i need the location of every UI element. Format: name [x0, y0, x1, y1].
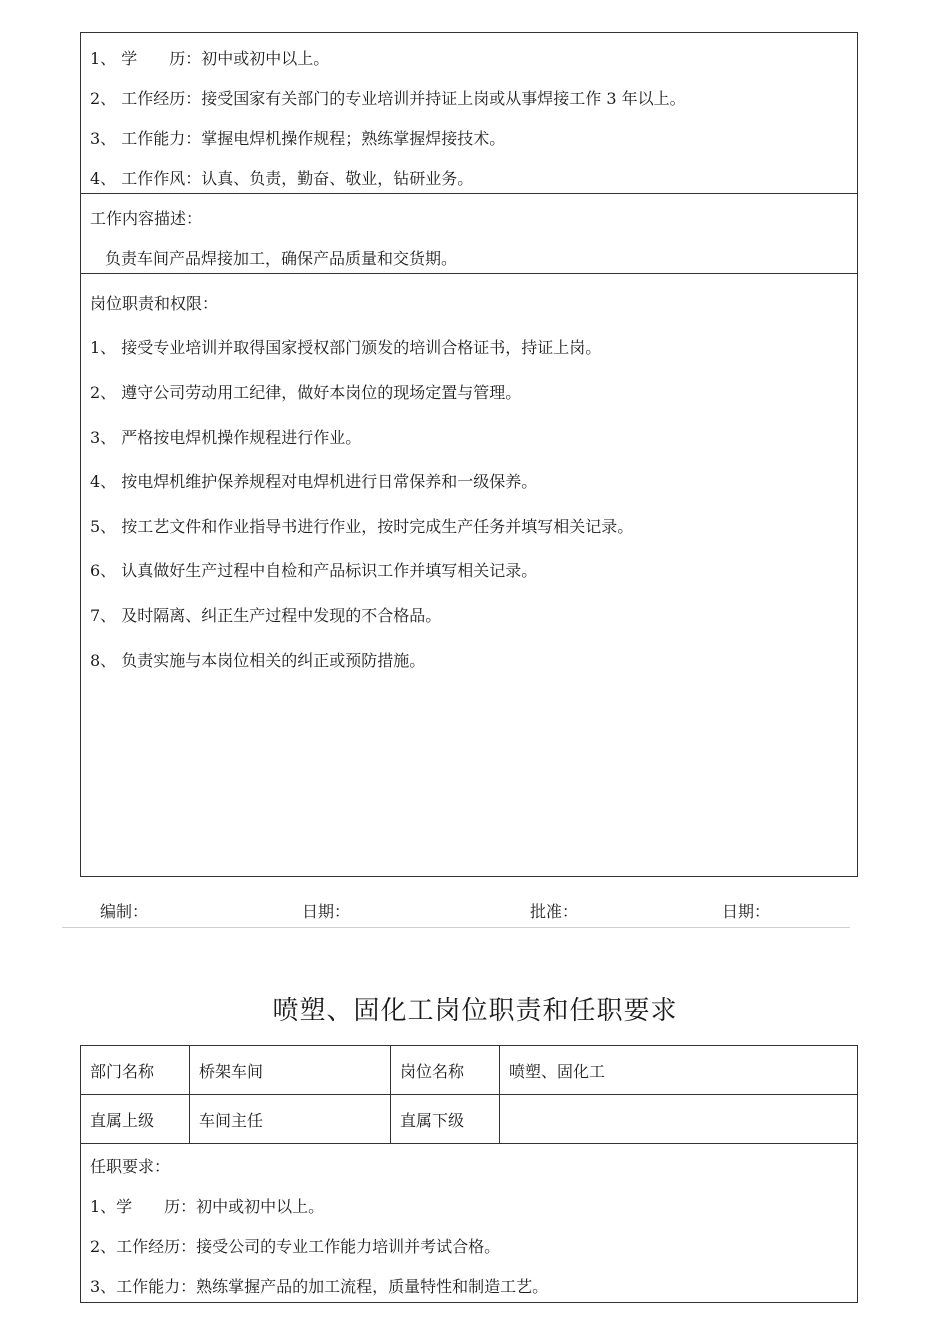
page-title: 喷塑、固化工岗位职责和任职要求 [272, 996, 678, 1026]
position-label: 岗位名称 [391, 1046, 500, 1095]
requirement-item: 1、学 历：初中或初中以上。 [90, 1197, 325, 1216]
welder-requirements-box [80, 32, 858, 877]
table-row [81, 1095, 858, 1144]
department-label: 部门名称 [81, 1046, 190, 1095]
duty-item: 4、 按电焊机维护保养规程对电焊机进行日常保养和一级保养。 [90, 472, 538, 491]
position-info-table [80, 1045, 858, 1144]
date-label: 日期： [722, 902, 771, 921]
subordinate-label: 直属下级 [391, 1095, 500, 1144]
duty-item: 7、 及时隔离、纠正生产过程中发现的不合格品。 [90, 606, 442, 625]
job-description-text: 负责车间产品焊接加工，确保产品质量和交货期。 [105, 249, 458, 268]
requirements-label: 任职要求： [90, 1157, 171, 1176]
divider [81, 273, 857, 274]
duty-item: 1、 接受专业培训并取得国家授权部门颁发的培训合格证书，持证上岗。 [90, 338, 602, 357]
superior-label: 直属上级 [81, 1095, 190, 1144]
requirement-item: 2、工作经历：接受公司的专业工作能力培训并考试合格。 [90, 1237, 501, 1256]
department-value: 桥架车间 [190, 1046, 391, 1095]
duty-item: 6、 认真做好生产过程中自检和产品标识工作并填写相关记录。 [90, 561, 538, 580]
qualification-experience: 2、 工作经历：接受国家有关部门的专业培训并持证上岗或从事焊接工作 3 年以上。 [90, 89, 686, 108]
date-label: 日期： [302, 902, 351, 921]
superior-value: 车间主任 [190, 1095, 391, 1144]
table-row [81, 1046, 858, 1095]
qualification-education: 1、 学 历：初中或初中以上。 [90, 49, 330, 68]
divider [81, 193, 857, 194]
job-description-label: 工作内容描述： [90, 209, 203, 228]
duty-item: 8、 负责实施与本岗位相关的纠正或预防措施。 [90, 651, 426, 670]
duty-item: 5、 按工艺文件和作业指导书进行作业，按时完成生产任务并填写相关记录。 [90, 517, 634, 536]
page-separator [62, 927, 850, 928]
qualification-ability: 3、 工作能力：掌握电焊机操作规程；熟练掌握焊接技术。 [90, 129, 506, 148]
duty-item: 3、 严格按电焊机操作规程进行作业。 [90, 428, 362, 447]
duties-label: 岗位职责和权限： [90, 294, 219, 313]
requirements-box [80, 1141, 858, 1303]
position-value: 喷塑、固化工 [500, 1046, 858, 1095]
approved-by-label: 批准： [530, 902, 579, 921]
subordinate-value [500, 1095, 858, 1144]
qualification-work-style: 4、 工作作风：认真、负责，勤奋、敬业，钻研业务。 [90, 169, 474, 188]
requirement-item: 3、工作能力：熟练掌握产品的加工流程，质量特性和制造工艺。 [90, 1277, 549, 1296]
prepared-by-label: 编制： [100, 902, 149, 921]
duty-item: 2、 遵守公司劳动用工纪律，做好本岗位的现场定置与管理。 [90, 383, 522, 402]
